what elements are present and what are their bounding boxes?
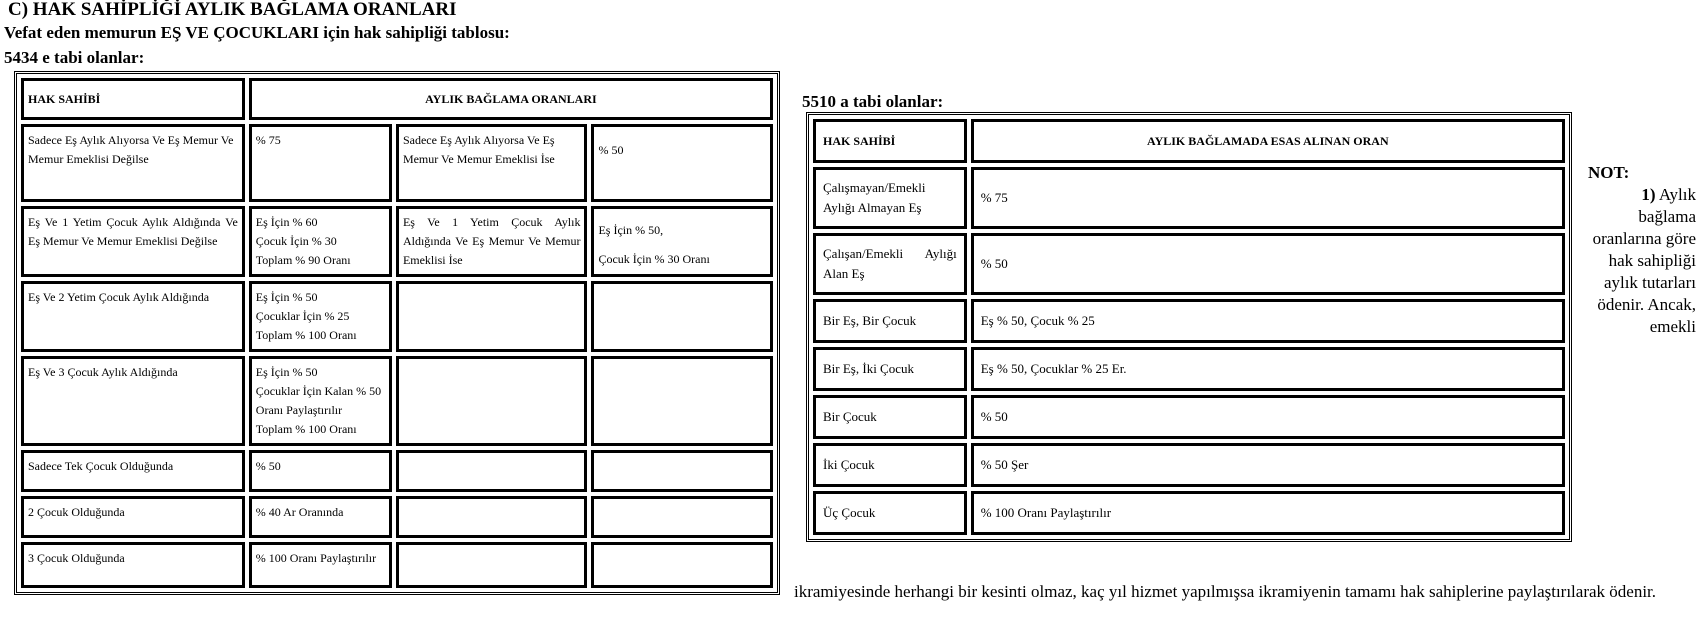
cell-hak-sahibi: Üç Çocuk	[813, 491, 967, 535]
cell-hak-sahibi: 2 Çocuk Olduğunda	[21, 496, 245, 538]
cell-oran: % 50 Şer	[971, 443, 1565, 487]
header-aylik-baglama-oranlari: AYLIK BAĞLAMA ORANLARI	[249, 78, 773, 120]
cell-line: Çocuklar İçin % 25	[255, 309, 350, 323]
cell-oran-alt: % 50	[591, 124, 773, 202]
cell-empty	[591, 281, 773, 352]
cell-hak-sahibi: Çalışan/Emekli Aylığı Alan Eş	[813, 233, 967, 295]
cell-oran: Eş % 50, Çocuk % 25	[971, 299, 1565, 343]
cell-empty	[396, 450, 588, 492]
table-row	[21, 450, 773, 492]
cell-empty	[396, 281, 588, 352]
cell-hak-sahibi: Bir Eş, Bir Çocuk	[813, 299, 967, 343]
header-hak-sahibi: HAK SAHİBİ	[813, 119, 967, 163]
table-row	[21, 356, 773, 446]
cell-hak-sahibi: Bir Çocuk	[813, 395, 967, 439]
cell-oran: % 40 Ar Oranında	[249, 496, 392, 538]
page-subheading: Vefat eden memurun EŞ VE ÇOCUKLARI için hak sahipliği tablosu:	[4, 23, 510, 42]
table-row	[21, 124, 773, 202]
cell-hak-sahibi: Eş Ve 1 Yetim Çocuk Aylık Aldığında Ve Eş Memur Ve Memur Emeklisi Değilse	[21, 206, 245, 277]
cell-oran	[249, 356, 392, 446]
section-title-5434: 5434 e tabi olanlar:	[4, 48, 145, 67]
cell-empty	[591, 542, 773, 588]
cell-line: Toplam % 100 Oranı	[255, 422, 357, 436]
table-row	[21, 542, 773, 588]
cell-empty	[591, 356, 773, 446]
cell-oran-alt	[591, 206, 773, 277]
cell-hak-sahibi: Eş Ve 3 Çocuk Aylık Aldığında	[21, 356, 245, 446]
cell-empty	[396, 496, 588, 538]
table-row	[813, 443, 1565, 487]
cell-line: Toplam % 90 Oranı	[255, 253, 351, 267]
cell-oran: % 50	[249, 450, 392, 492]
cell-hak-sahibi: İki Çocuk	[813, 443, 967, 487]
cell-line: Çocuklar İçin Kalan % 50 Oranı Paylaştırılır	[255, 384, 382, 417]
table-row	[813, 347, 1565, 391]
cell-empty	[591, 496, 773, 538]
note-number: 1)	[1641, 185, 1656, 204]
table-header-row	[813, 119, 1565, 163]
cell-line: Eş İçin % 60	[255, 215, 318, 229]
cell-hak-sahibi: Eş Ve 2 Yetim Çocuk Aylık Aldığında	[21, 281, 245, 352]
cell-oran: % 50	[971, 395, 1565, 439]
table-row	[21, 281, 773, 352]
cell-line: Toplam % 100 Oranı	[255, 328, 357, 342]
cell-oran: Eş % 50, Çocuklar % 25 Er.	[971, 347, 1565, 391]
cell-oran: % 100 Oranı Paylaştırılır	[249, 542, 392, 588]
cell-oran: % 50	[971, 233, 1565, 295]
note-block	[1588, 162, 1696, 338]
page-heading: C) HAK SAHİPLİĞİ AYLIK BAĞLAMA ORANLARI	[8, 0, 457, 20]
cell-oran: % 75	[249, 124, 392, 202]
cell-hak-sahibi: Çalışmayan/Emekli Aylığı Almayan Eş	[813, 167, 967, 229]
cell-hak-sahibi-alt: Sadece Eş Aylık Alıyorsa Ve Eş Memur Ve Memur Emeklisi İse	[396, 124, 588, 202]
cell-line: Çocuk İçin % 30	[255, 234, 337, 248]
cell-hak-sahibi-alt: Eş Ve 1 Yetim Çocuk Aylık Aldığında Ve Eş Memur Ve Memur Emeklisi İse	[396, 206, 588, 277]
table-row	[21, 206, 773, 277]
header-hak-sahibi: HAK SAHİBİ	[21, 78, 245, 120]
cell-oran: % 75	[971, 167, 1565, 229]
note-continuation: ikramiyesinde herhangi bir kesinti olmaz, kaç yıl hizmet yapılmışsa ikramiyenin tamamı hak sahiplerine paylaştırılarak ödenir.	[794, 582, 1657, 601]
cell-hak-sahibi: Sadece Tek Çocuk Olduğunda	[21, 450, 245, 492]
cell-oran	[249, 206, 392, 277]
cell-empty	[396, 356, 588, 446]
note-title: NOT:	[1588, 163, 1630, 182]
table-5510	[806, 112, 1572, 542]
note-text: Aylık bağlama oranlarına göre hak sahipliği aylık tutarları ödenir. Ancak, emekli	[1592, 185, 1696, 336]
header-esas-alinan-oran: AYLIK BAĞLAMADA ESAS ALINAN ORAN	[971, 119, 1565, 163]
table-row	[813, 233, 1565, 295]
table-row	[813, 491, 1565, 535]
table-header-row	[21, 78, 773, 120]
cell-line: Eş İçin % 50,	[598, 223, 664, 237]
section-title-5510: 5510 a tabi olanlar:	[802, 92, 944, 111]
cell-oran: % 100 Oranı Paylaştırılır	[971, 491, 1565, 535]
table-row	[813, 395, 1565, 439]
table-row	[813, 167, 1565, 229]
cell-hak-sahibi: Bir Eş, İki Çocuk	[813, 347, 967, 391]
cell-line: Eş İçin % 50	[255, 365, 318, 379]
cell-oran	[249, 281, 392, 352]
cell-hak-sahibi: Sadece Eş Aylık Alıyorsa Ve Eş Memur Ve Memur Emeklisi Değilse	[21, 124, 245, 202]
cell-line: Çocuk İçin % 30 Oranı	[598, 252, 710, 266]
cell-empty	[396, 542, 588, 588]
cell-empty	[591, 450, 773, 492]
table-row	[21, 496, 773, 538]
table-5434	[14, 71, 780, 595]
cell-hak-sahibi: 3 Çocuk Olduğunda	[21, 542, 245, 588]
cell-line: Eş İçin % 50	[255, 290, 318, 304]
table-row	[813, 299, 1565, 343]
